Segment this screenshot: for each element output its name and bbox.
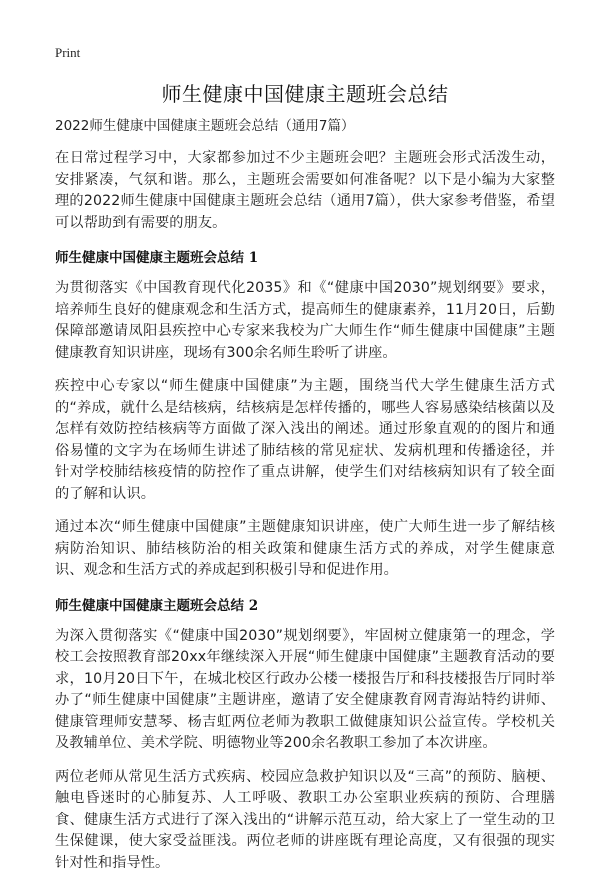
section-1-heading: 师生健康中国健康主题班会总结 1 (55, 248, 555, 268)
print-link[interactable]: Print (55, 44, 555, 62)
section-2-paragraph-1: 为深入贯彻落实《“健康中国2030”规划纲要》，牢固树立健康第一的理念，学校工会按照教育部20xx年继续深入开展“师生健康中国健康”主题教育活动的要求，10月20日下午，在城北校区行政办公楼一楼报告厅和科技楼报告厅同时举办了“师生健康中国健康”主题讲座，邀请了安全健康教育网青海站特约讲师、健康管理师安慧琴、杨吉虹两位老师为教职工做健康知识公益宣传。学校机关及教辅单位、美术学院、明德物业等200余名教职工参加了本次讲座。 (55, 626, 555, 755)
section-2-paragraph-2: 两位老师从常见生活方式疾病、校园应急救护知识以及“三高”的预防、脑梗、触电昏迷时的心肺复苏、人工呼吸、教职工办公室职业疾病的预防、合理膳食、健康生活方式进行了深入浅出的“讲解示范互动，给大家上了一堂生动的卫生保健课，使大家受益匪浅。两位老师的讲座既有理论高度，又有很强的现实针对性和指导性。 (55, 767, 555, 874)
section-1-paragraph-3: 通过本次“师生健康中国健康”主题健康知识讲座，使广大师生进一步了解结核病防治知识、肺结核防治的相关政策和健康生活方式的养成，对学生健康意识、观念和生活方式的养成起到积极引导和促进作用。 (55, 517, 555, 582)
document-page (55, 44, 555, 874)
section-1-paragraph-1: 为贯彻落实《中国教育现代化2035》和《“健康中国2030”规划纲要》要求，培养师生良好的健康观念和生活方式，提高师生的健康素养，11月20日，后勤保障部邀请凤阳县疾控中心专家来我校为广大师生作“师生健康中国健康”主题健康教育知识讲座，现场有300余名师生聆听了讲座。 (55, 278, 555, 364)
document-title: 师生健康中国健康主题班会总结 (55, 80, 555, 108)
section-2-heading: 师生健康中国健康主题班会总结 2 (55, 596, 555, 616)
intro-paragraph: 在日常过程学习中，大家都参加过不少主题班会吧？主题班会形式活泼生动，安排紧凑，气氛和谐。那么，主题班会需要如何准备呢？以下是小编为大家整理的2022师生健康中国健康主题班会总结（通用7篇），供大家参考借鉴，希望可以帮助到有需要的朋友。 (55, 148, 555, 234)
document-subtitle: 2022师生健康中国健康主题班会总结（通用7篇） (55, 116, 555, 136)
section-1-paragraph-2: 疾控中心专家以“师生健康中国健康”为主题，围绕当代大学生健康生活方式的“养成，就什么是结核病，结核病是怎样传播的，哪些人容易感染结核菌以及怎样有效防控结核病等方面做了深入浅出的阐述。通过形象直观的的图片和通俗易懂的文字为在场师生讲述了肺结核的常见症状、发病机理和传播途径，并针对学校肺结核疫情的防控作了重点讲解，使学生们对结核病知识有了较全面的了解和认识。 (55, 376, 555, 505)
